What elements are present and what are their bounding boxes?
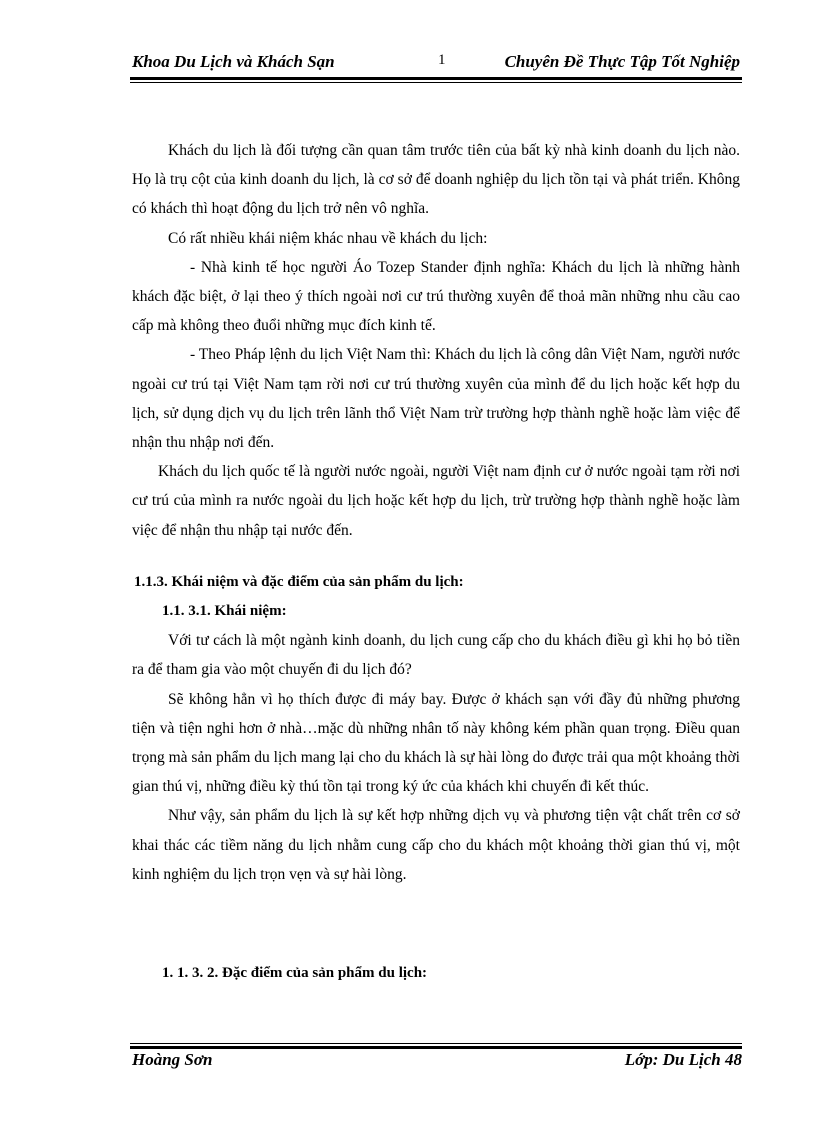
paragraph-definition-vietnam-law: - Theo Pháp lệnh du lịch Việt Nam thì: Khách du lịch là công dân Việt Nam, người nước ngoài cư trú tại Việt Nam tạm rời nơi cư trú thường xuyên của mình để du lịch hoặc kết hợp du lịch, sử dụng dịch vụ du lịch trên lãnh thổ Việt Nam trừ trường hợp thành nghề hoặc làm việc để nhận thu nhập nơi đến. [132, 346, 740, 452]
footer-divider-thick [130, 1046, 742, 1049]
paragraph-product-question: Với tư cách là một ngành kinh doanh, du lịch cung cấp cho du khách điều gì khi họ bỏ tiền ra để tham gia vào một chuyến đi du lịch đó? [132, 632, 740, 679]
page-number: 1 [438, 52, 446, 68]
header-faculty: Khoa Du Lịch và Khách Sạn [132, 52, 335, 71]
header-divider-thick [130, 77, 742, 80]
paragraph-concepts-intro: Có rất nhiều khái niệm khác nhau về khách du lịch: [168, 229, 488, 247]
header-document-title: Chuyên Đề Thực Tập Tốt Nghiệp [504, 52, 740, 71]
footer-author: Hoàng Sơn [132, 1050, 213, 1069]
paragraph-tourist-importance: Khách du lịch là đối tượng cần quan tâm trước tiên của bất kỳ nhà kinh doanh du lịch nào. Họ là trụ cột của kinh doanh du lịch, là cơ sở để doanh nghiệp du lịch tồn tại và phát triển. Không có khách thì hoạt động du lịch trở nên vô nghĩa. [132, 142, 740, 218]
section-heading-1-1-3: 1.1.3. Khái niệm và đặc điểm của sản phẩm du lịch: [134, 573, 464, 590]
document-body [132, 136, 740, 988]
paragraph-product-definition: Như vậy, sản phẩm du lịch là sự kết hợp những dịch vụ và phương tiện vật chất trên cơ sở khai thác các tiềm năng du lịch nhằm cung cấp cho du khách một khoảng thời gian thú vị, một kinh nghiệm du lịch trọn vẹn và sự hài lòng. [132, 807, 740, 883]
footer-class: Lớp: Du Lịch 48 [624, 1050, 742, 1069]
section-heading-1-1-3-1: 1.1. 3.1. Khái niệm: [162, 603, 287, 620]
paragraph-product-satisfaction: Sẽ không hẳn vì họ thích được đi máy bay. Được ở khách sạn với đầy đủ những phương tiện và tiện nghi hơn ở nhà…mặc dù những nhân tố này không kém phần quan trọng. Điều quan trọng mà sản phẩm du lịch mang lại cho du khách là sự hài lòng do được trải qua một khoảng thời gian thú vị, những điều kỳ thú tồn tại trong ký ức của khách khi chuyến đi kết thúc. [132, 690, 740, 796]
footer-divider-thin [130, 1043, 742, 1044]
header-divider-thin [130, 82, 742, 83]
section-heading-1-1-3-2: 1. 1. 3. 2. Đặc điểm của sản phẩm du lịch: [162, 965, 428, 982]
paragraph-definition-stander: - Nhà kinh tế học người Áo Tozep Stander định nghĩa: Khách du lịch là những hành khách đặc biệt, ở lại theo ý thích ngoài nơi cư trú thường xuyên để thoả mãn những nhu cầu cao cấp mà không theo đuổi những mục đích kinh tế. [132, 258, 740, 335]
paragraph-international-tourist: Khách du lịch quốc tế là người nước ngoài, người Việt nam định cư ở nước ngoài tạm rời nơi cư trú của mình ra nước ngoài du lịch hoặc kết hợp du lịch, trừ trường hợp thành nghề hoặc làm việc để nhận thu nhập tại nước đến. [132, 463, 740, 539]
